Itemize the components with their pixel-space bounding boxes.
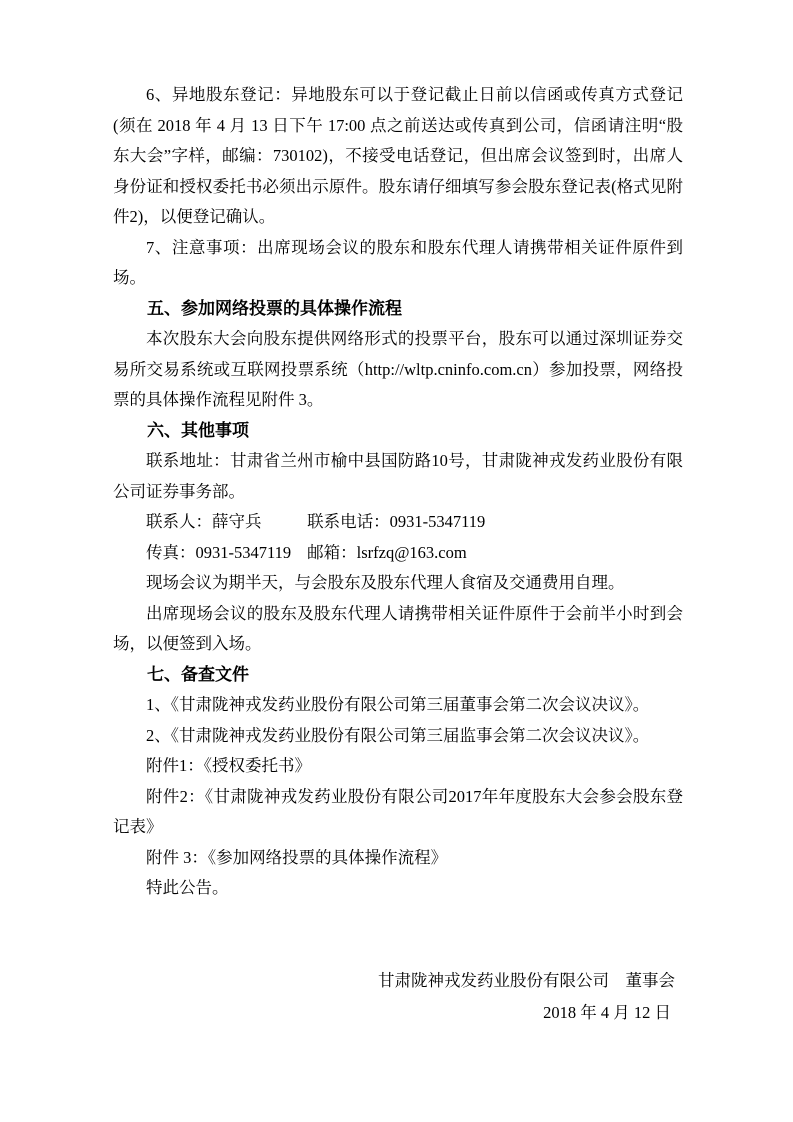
contact-row-person-phone: [113, 507, 683, 538]
paragraph-online-voting-body: 本次股东大会向股东提供网络形式的投票平台，股东可以通过深圳证券交易所交易系统或互联网投票系统（http://wltp.cninfo.com.cn）参加投票，网络投票的具体操作流程见附件 3。: [113, 329, 683, 409]
contact-person: 联系人：薛守兵: [146, 512, 262, 531]
paragraph-attachment-1: 附件1：《授权委托书》: [146, 756, 311, 775]
paragraph-attention-note: 7、注意事项：出席现场会议的股东和股东代理人请携带相关证件原件到场。: [113, 237, 683, 287]
paragraph-reference-document-2: 2、《甘肃陇神戎发药业股份有限公司第三届监事会第二次会议决议》。: [146, 725, 650, 745]
section-heading-reference-documents: 七、备查文件: [147, 664, 249, 684]
section-heading-other-matters: 六、其他事项: [147, 420, 249, 440]
signature-block: [113, 965, 683, 1029]
section-heading-online-voting: 五、参加网络投票的具体操作流程: [147, 298, 402, 318]
paragraph-remote-shareholder-registration: 6、异地股东登记：异地股东可以于登记截止日前以信函或传真方式登记(须在 2018 年 4 月 13 日下午 17:00 点之前送达或传真到公司，信函请注明“股东大会”字样，邮编：730102)，不接受电话登记，但出席会议签到时，出席人身份证和授权委托书必须出示原件。股东请仔细填写参会股东登记表(格式见附件2)，以便登记确认。: [113, 85, 683, 226]
contact-email: 邮箱：lsrfzq@163.com: [307, 542, 467, 562]
paragraph-contact-address: 联系地址：甘肃省兰州市榆中县国防路10号，甘肃陇神戎发药业股份有限公司证券事务部。: [113, 451, 683, 501]
paragraph-meeting-duration-note: 现场会议为期半天，与会股东及股东代理人食宿及交通费用自理。: [146, 573, 625, 592]
paragraph-closing-statement: 特此公告。: [146, 878, 229, 897]
signature-date-line: 2018 年 4 月 12 日: [543, 1002, 671, 1022]
contact-row-fax-email: [113, 538, 683, 569]
signature-company-line: 甘肃陇神戎发药业股份有限公司 董事会: [378, 970, 675, 990]
paragraph-attachment-3: 附件 3：《参加网络投票的具体操作流程》: [146, 847, 448, 867]
document-body: [113, 80, 683, 1029]
paragraph-attachment-2: 附件2：《甘肃陇神戎发药业股份有限公司2017年年度股东大会参会股东登记表》: [113, 786, 683, 836]
paragraph-attendance-arrival-note: 出席现场会议的股东及股东代理人请携带相关证件原件于会前半小时到会场，以便签到入场。: [113, 603, 683, 653]
contact-phone: 联系电话：0931-5347119: [307, 512, 486, 531]
paragraph-reference-document-1: 1、《甘肃陇神戎发药业股份有限公司第三届董事会第二次会议决议》。: [146, 695, 650, 714]
contact-fax: 传真：0931-5347119: [146, 542, 292, 562]
